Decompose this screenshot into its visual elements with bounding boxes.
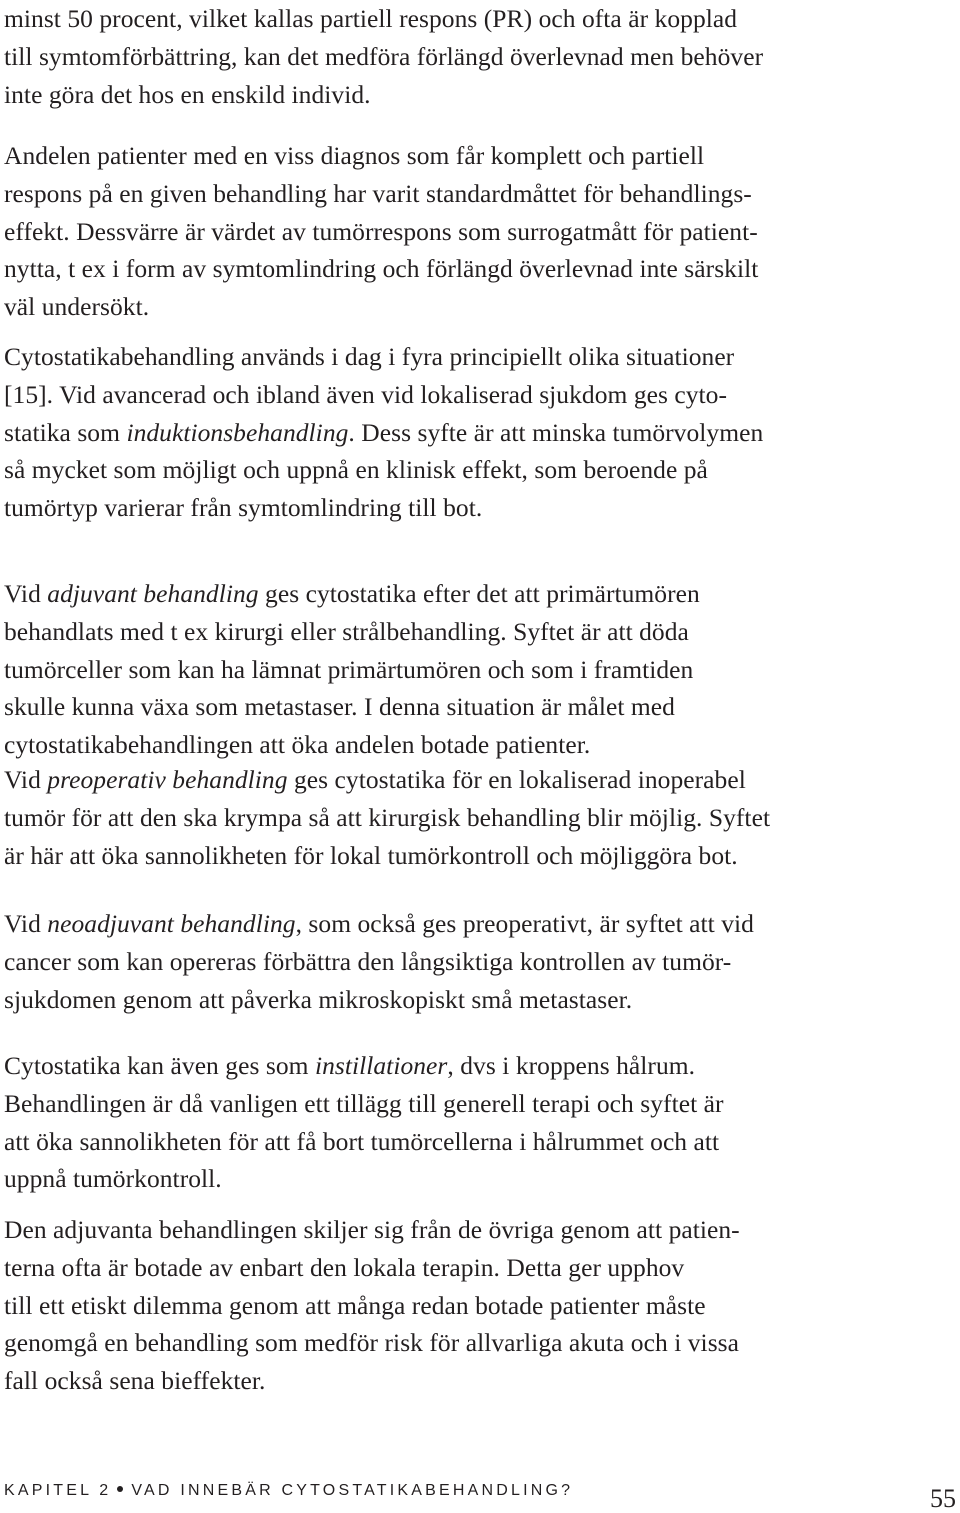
text-run: nytta, t ex i form av symtomlindring och förlängd överlevnad inte särskilt [4, 254, 759, 284]
paragraph [4, 1047, 724, 1198]
text-line [4, 414, 763, 452]
text-run: Vid [4, 909, 48, 938]
paragraph [4, 1211, 740, 1400]
text-run: cancer som kan opereras förbättra den långsiktiga kontrollen av tumör- [4, 946, 732, 976]
text-run: skulle kunna växa som metastaser. I denna situation är målet med [4, 692, 675, 722]
text-run: genomgå en behandling som medför risk för allvarliga akuta och i vissa [4, 1328, 740, 1358]
italic-term: instillationer [314, 1051, 448, 1080]
text-line [4, 38, 763, 76]
text-run: tumör för att den ska krympa så att kirurgisk behandling blir möjlig. Syftet [4, 802, 771, 832]
text-run: minst 50 procent, vilket kallas partiell respons (PR) och ofta är kopplad [4, 4, 738, 33]
text-run: statika som [4, 417, 127, 447]
text-run: till ett etiskt dilemma genom att många redan botade patienter måste [4, 1290, 706, 1320]
text-line [4, 761, 770, 799]
text-line [4, 1324, 740, 1362]
text-line [4, 1287, 740, 1325]
text-run: så mycket som möjligt och uppnå en klinisk effekt, som beroende på [4, 455, 708, 485]
text-run: , som också ges preoperativt, är syftet att vid [295, 909, 754, 938]
text-line [4, 376, 763, 414]
text-run: tumörtyp varierar från symtomlindring till bot. [4, 493, 483, 523]
text-run: Cytostatikabehandling används i dag i fyra principiellt olika situationer [4, 342, 735, 371]
text-run: att öka sannolikheten för att få bort tumörcellerna i hålrummet och att [4, 1126, 720, 1156]
italic-term: induktionsbehandling [126, 417, 349, 447]
text-run: Behandlingen är då vanligen ett tillägg till generell terapi och syftet är [4, 1088, 724, 1118]
text-run: Vid [4, 765, 48, 794]
text-line [4, 651, 700, 689]
text-line [4, 943, 754, 981]
text-run: Den adjuvanta behandlingen skiljer sig från de övriga genom att patien- [4, 1215, 740, 1244]
paragraph [4, 761, 770, 874]
text-line [4, 799, 770, 837]
text-run: väl undersökt. [4, 292, 150, 322]
text-line [4, 250, 758, 288]
text-line [4, 1047, 724, 1085]
paragraph [4, 137, 758, 326]
text-run: inte göra det hos en enskild individ. [4, 79, 371, 109]
text-run: cytostatikabehandlingen att öka andelen botade patienter. [4, 730, 591, 760]
italic-term: preoperativ behandling [47, 765, 288, 794]
paragraph [4, 905, 754, 1018]
text-run: behandlats med t ex kirurgi eller strålbehandling. Syftet är att döda [4, 616, 689, 646]
text-line [4, 726, 700, 764]
text-line [4, 905, 754, 943]
paragraph [4, 0, 763, 113]
text-line [4, 1085, 724, 1123]
text-run: tumörceller som kan ha lämnat primärtumören och som i framtiden [4, 654, 694, 684]
text-line [4, 688, 700, 726]
text-line [4, 288, 758, 326]
paragraph [4, 575, 700, 764]
text-run: ges cytostatika för en lokaliserad inoperabel [287, 765, 746, 794]
chapter-title: VAD INNEBÄR CYTOSTATIKABEHANDLING? [131, 1482, 574, 1499]
text-run: Cytostatika kan även ges som [4, 1051, 315, 1080]
text-run: ges cytostatika efter det att primärtumören [258, 579, 700, 608]
text-run: sjukdomen genom att påverka mikroskopiskt små metastaser. [4, 984, 633, 1014]
text-line [4, 1249, 740, 1287]
italic-term: adjuvant behandling [47, 579, 259, 608]
text-run: respons på en given behandling har varit standardmåttet för behandlings- [4, 178, 752, 208]
text-line [4, 451, 763, 489]
text-run: , dvs i kroppens hålrum. [447, 1051, 696, 1080]
text-run: . Dess syfte är att minska tumörvolymen [348, 417, 764, 447]
text-run: fall också sena bieffekter. [4, 1366, 266, 1396]
text-line [4, 1362, 740, 1400]
text-line [4, 76, 763, 114]
text-line [4, 338, 763, 376]
italic-term: neoadjuvant behandling [47, 909, 296, 938]
text-line [4, 575, 700, 613]
bullet-separator [117, 1486, 123, 1492]
text-run: [15]. Vid avancerad och ibland även vid lokaliserad sjukdom ges cyto- [4, 379, 728, 409]
running-footer [4, 1480, 573, 1502]
text-line [4, 1211, 740, 1249]
paragraph [4, 338, 763, 527]
text-run: effekt. Dessvärre är värdet av tumörrespons som surrogatmått för patient- [4, 216, 758, 246]
text-run: Andelen patienter med en viss diagnos som får komplett och partiell [4, 141, 705, 170]
text-run: Vid [4, 579, 48, 608]
text-line [4, 489, 763, 527]
text-line [4, 837, 770, 875]
page-footer [4, 1480, 956, 1513]
text-line [4, 613, 700, 651]
text-line [4, 137, 758, 175]
text-run: terna ofta är botade av enbart den lokala terapin. Detta ger upphov [4, 1252, 685, 1282]
text-line [4, 1123, 724, 1161]
text-line [4, 0, 763, 38]
text-line [4, 981, 754, 1019]
text-run: är här att öka sannolikheten för lokal tumörkontroll och möjliggöra bot. [4, 840, 738, 870]
text-line [4, 175, 758, 213]
text-line [4, 1160, 724, 1198]
chapter-label: KAPITEL 2 [4, 1482, 112, 1499]
text-run: till symtomförbättring, kan det medföra förlängd överlevnad men behöver [4, 41, 764, 71]
text-run: uppnå tumörkontroll. [4, 1164, 222, 1194]
text-line [4, 213, 758, 251]
page-number: 55 [930, 1484, 956, 1513]
